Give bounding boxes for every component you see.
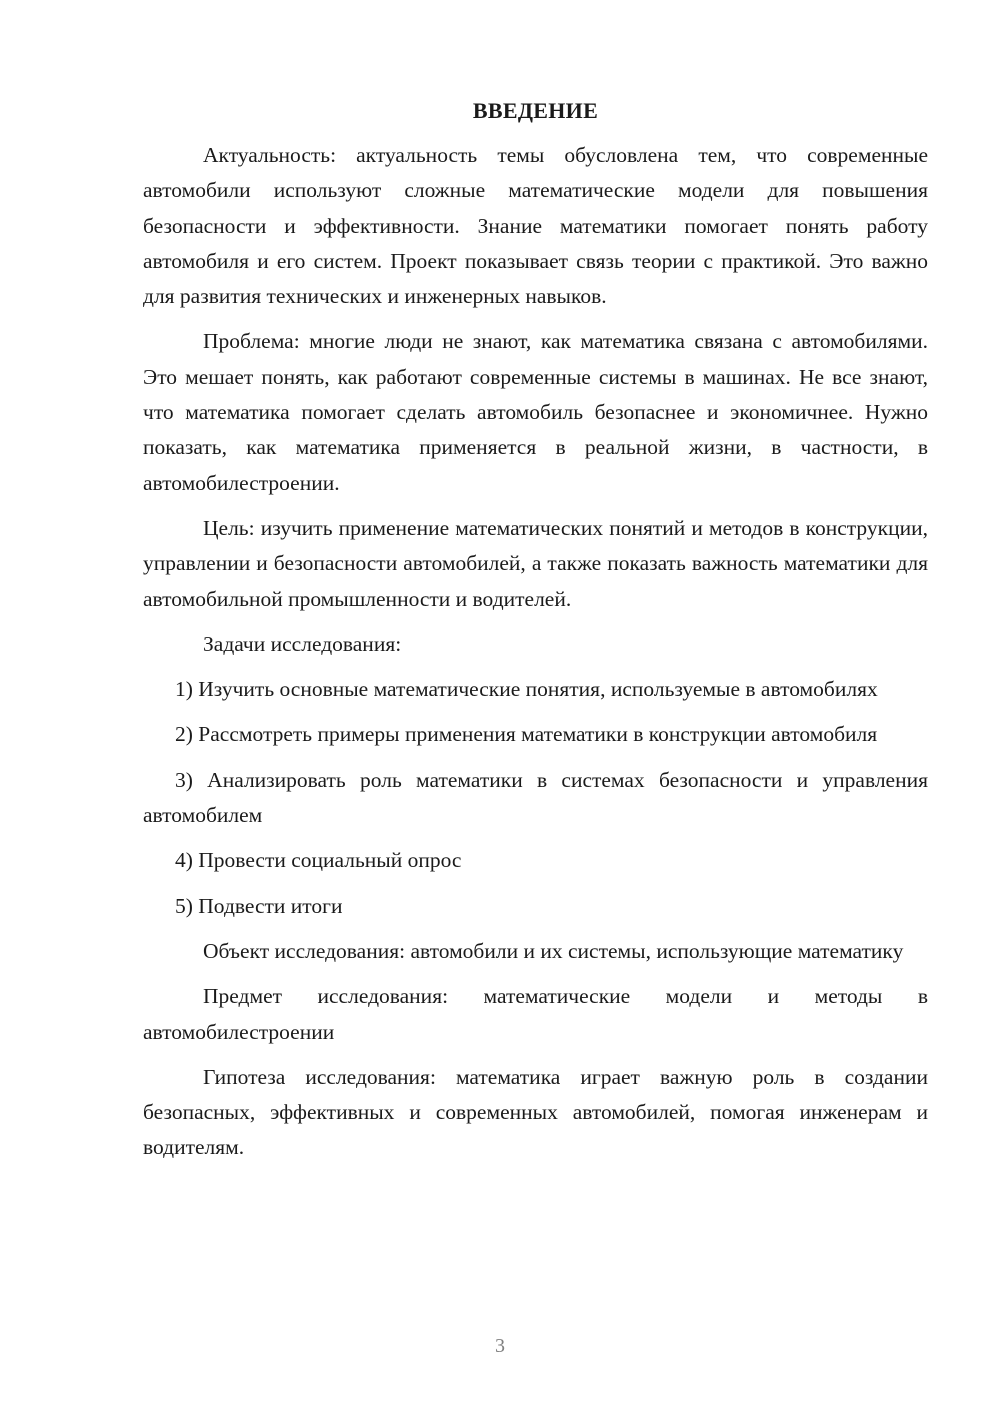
tasks-heading: Задачи исследования: (203, 631, 402, 656)
subject-paragraph: Предмет исследования: математические модели и методы в автомобилестроении (143, 984, 928, 1044)
relevance-paragraph: Актуальность: актуальность темы обусловлена тем, что современные автомобили используют сложные математические модели для повышения безопасности и эффективности. Знание математики помогает понять работу автомобиля и его систем. Проект показывает связь теории с практикой. Это важно для развития технических и инженерных навыков. (143, 143, 928, 309)
document-page (143, 96, 928, 1176)
problem-paragraph: Проблема: многие люди не знают, как математика связана с автомобилями. Это мешает понять, как работают современные системы в машинах. Не все знают, что математика помогает сделать автомобиль безопаснее и экономичнее. Нужно показать, как математика применяется в реальной жизни, в частности, в автомобилестроении. (143, 329, 928, 495)
object-paragraph: Объект исследования: автомобили и их системы, использующие математику (203, 938, 904, 963)
goal-paragraph: Цель: изучить применение математических понятий и методов в конструкции, управлении и безопасности автомобилей, а также показать важность математики для автомобильной промышленности и водителей. (143, 515, 928, 611)
tasks-list (143, 672, 928, 924)
page-title: ВВЕДЕНИЕ (472, 98, 599, 123)
page-number: 3 (495, 1335, 505, 1357)
list-item: 1) Изучить основные математические понятия, используемые в автомобилях (175, 677, 878, 702)
list-item: 3) Анализировать роль математики в системах безопасности и управления автомобилем (143, 767, 928, 828)
hypothesis-paragraph: Гипотеза исследования: математика играет важную роль в создании безопасных, эффективных и современных автомобилей, помогая инженерам и водителям. (143, 1064, 928, 1160)
list-item: 2) Рассмотреть примеры применения математики в конструкции автомобиля (175, 722, 878, 747)
list-item: 4) Провести социальный опрос (175, 848, 462, 873)
list-item: 5) Подвести итоги (175, 893, 343, 918)
